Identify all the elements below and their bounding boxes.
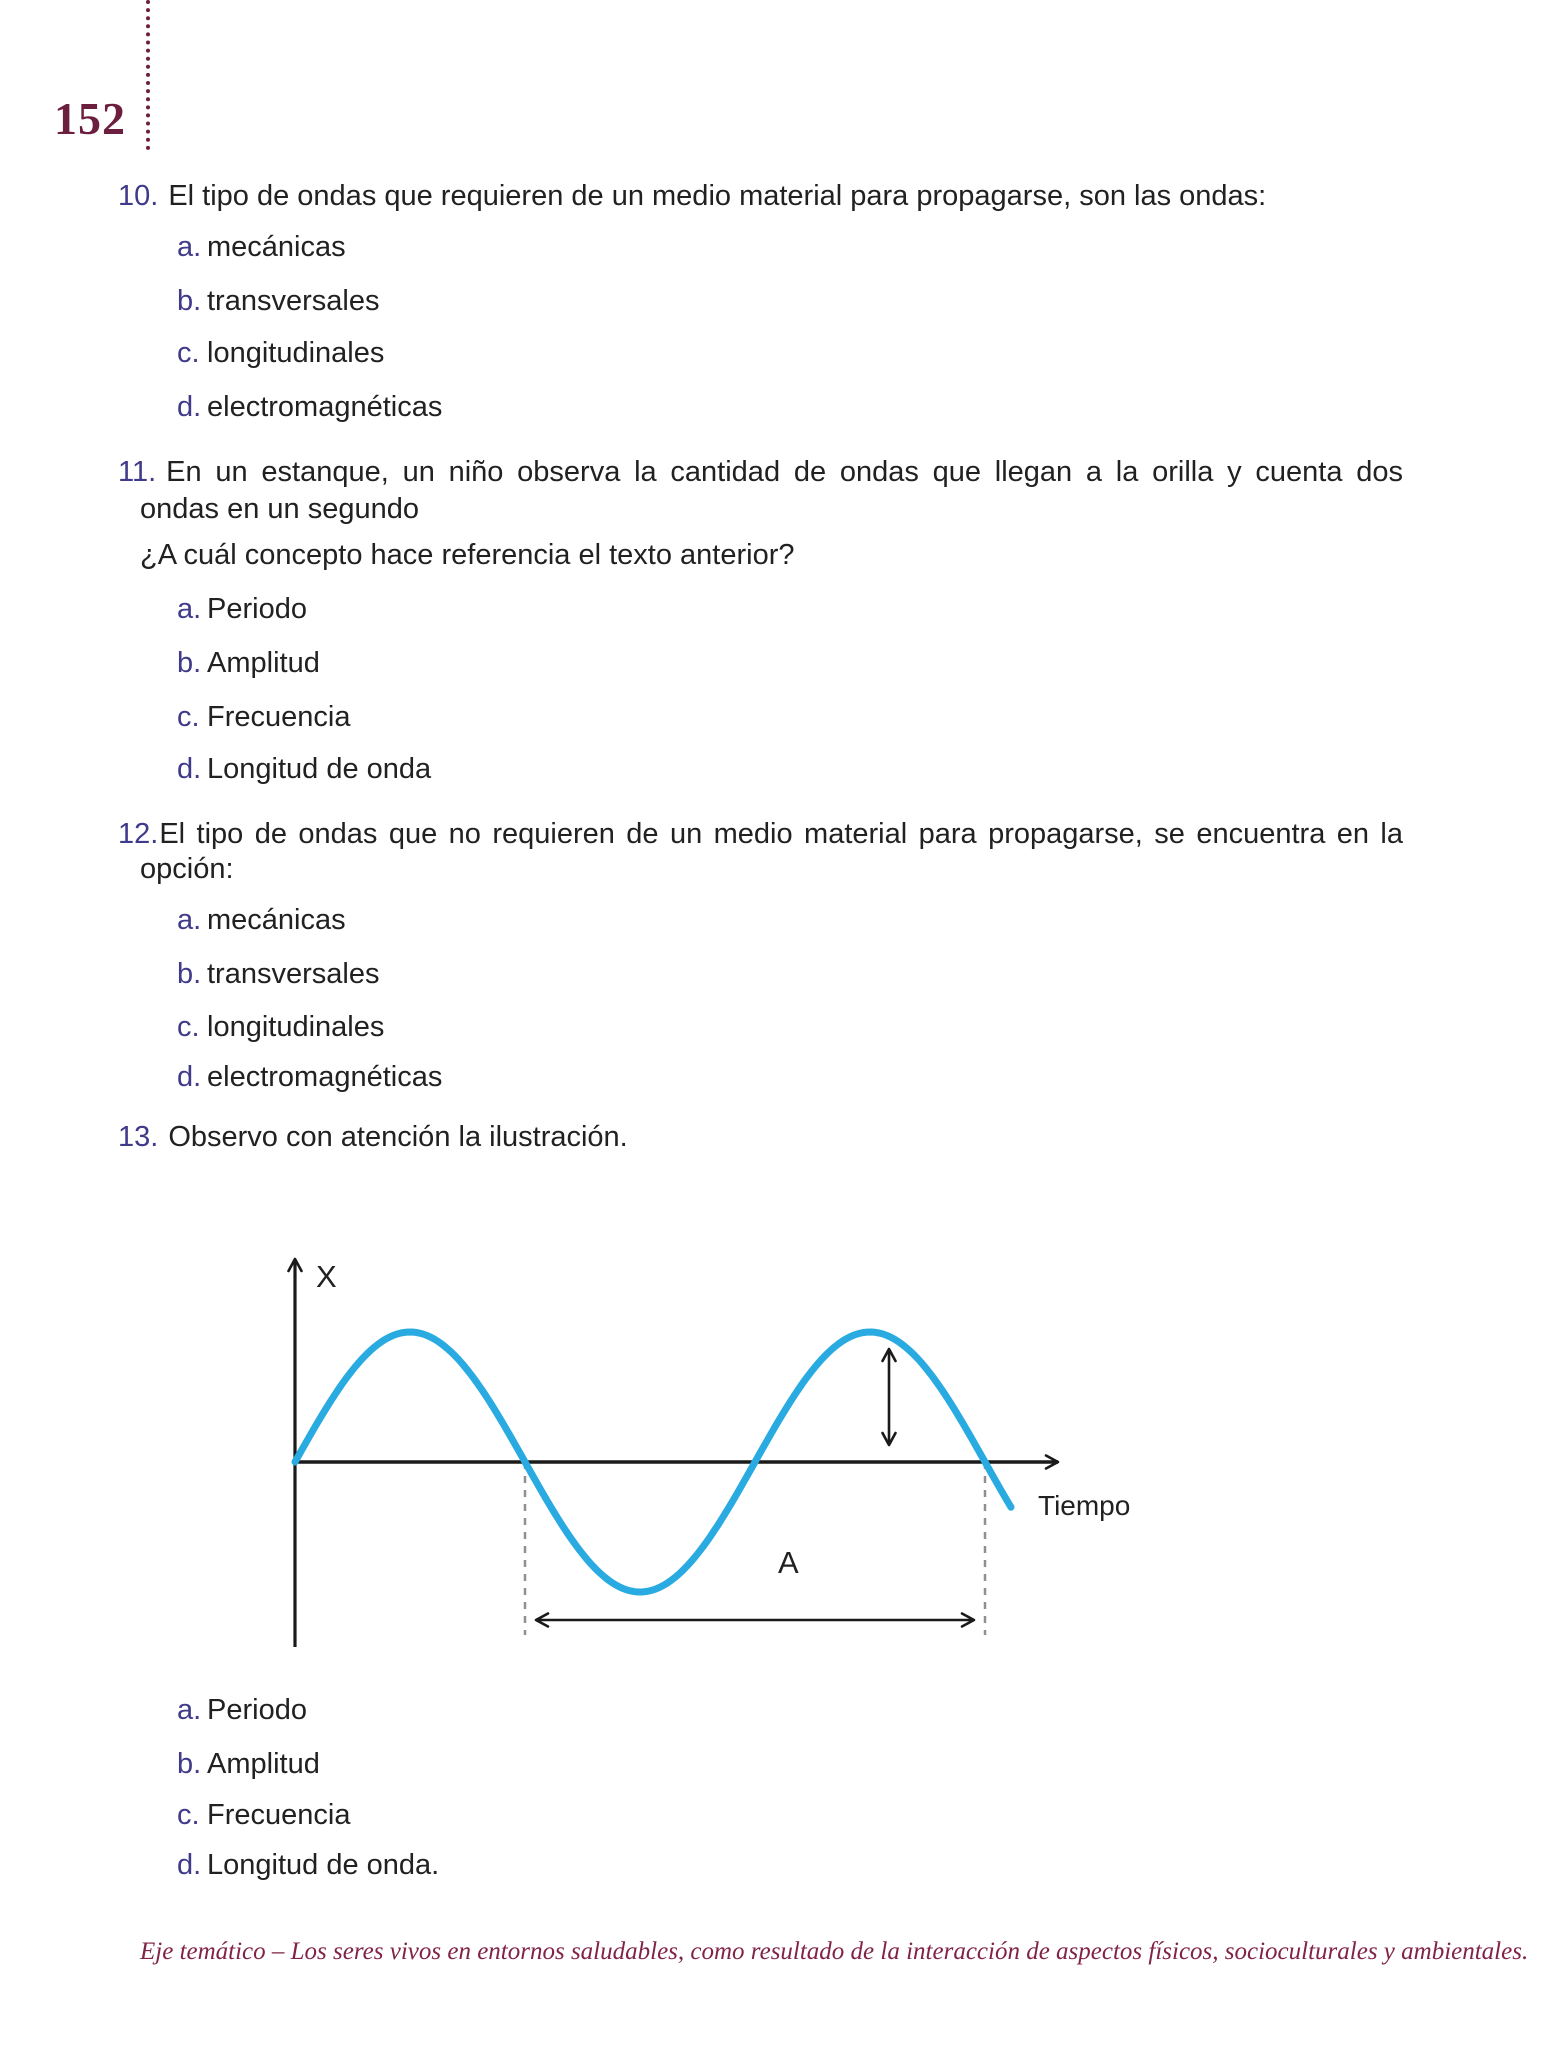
option-letter: a. xyxy=(177,1694,202,1726)
option-letter: c. xyxy=(177,337,200,369)
option-letter: a. xyxy=(177,593,202,625)
option-q13-d xyxy=(177,1848,439,1882)
margin-dotted-divider xyxy=(146,0,150,150)
option-text: electromagnéticas xyxy=(207,391,443,423)
option-text: Frecuencia xyxy=(207,701,351,733)
option-text: Longitud de onda xyxy=(207,753,432,785)
page-number: 152 xyxy=(54,93,126,144)
option-text: Amplitud xyxy=(207,1748,320,1780)
question-13-number: 13. xyxy=(118,1121,159,1153)
option-q10-c xyxy=(177,336,384,370)
x-axis-label: Tiempo xyxy=(1038,1490,1131,1521)
option-text: Periodo xyxy=(207,1694,307,1726)
question-10-text: El tipo de ondas que requieren de un medio material para propagarse, son las ondas: xyxy=(168,180,1267,212)
option-q10-b xyxy=(177,284,379,318)
question-11 xyxy=(118,455,1403,489)
option-letter: d. xyxy=(177,1061,202,1093)
option-text: longitudinales xyxy=(207,337,385,369)
question-11-number: 11. xyxy=(118,456,157,488)
option-text: electromagnéticas xyxy=(207,1061,443,1093)
option-q12-d xyxy=(177,1060,442,1094)
option-letter: b. xyxy=(177,1748,202,1780)
option-q12-c xyxy=(177,1010,384,1044)
option-text: Amplitud xyxy=(207,647,320,679)
option-text: Longitud de onda. xyxy=(207,1849,440,1881)
wave-span-label: A xyxy=(778,1545,799,1580)
option-letter: a. xyxy=(177,904,202,936)
option-q12-a xyxy=(177,903,346,937)
question-13-text: Observo con atención la ilustración. xyxy=(168,1121,628,1153)
y-axis-label: X xyxy=(316,1259,337,1294)
option-letter: b. xyxy=(177,285,202,317)
option-letter: d. xyxy=(177,753,202,785)
option-q13-a xyxy=(177,1693,307,1727)
option-q11-a xyxy=(177,592,307,626)
option-letter: d. xyxy=(177,1849,202,1881)
option-letter: c. xyxy=(177,1011,200,1043)
option-text: mecánicas xyxy=(207,231,346,263)
question-12-number: 12. xyxy=(118,818,159,850)
question-12 xyxy=(118,817,1403,851)
option-letter: c. xyxy=(177,701,200,733)
option-text: longitudinales xyxy=(207,1011,385,1043)
question-10-number: 10. xyxy=(118,180,159,212)
wave-diagram xyxy=(230,1235,1160,1665)
option-text: transversales xyxy=(207,285,380,317)
option-letter: c. xyxy=(177,1799,200,1831)
option-q13-c xyxy=(177,1798,350,1832)
option-text: transversales xyxy=(207,958,380,990)
option-letter: d. xyxy=(177,391,202,423)
question-12-text-line2: opción: xyxy=(140,853,234,885)
footer-theme-text: Eje temático – Los seres vivos en entornos saludables, como resultado de la interacción de aspectos físicos, socioculturales y ambientales. xyxy=(140,1938,1529,1965)
option-letter: a. xyxy=(177,231,202,263)
question-10 xyxy=(118,179,1266,213)
question-11-text-line2: ondas en un segundo xyxy=(140,493,419,525)
option-q11-d xyxy=(177,752,431,786)
option-q10-d xyxy=(177,390,442,424)
option-text: Periodo xyxy=(207,593,307,625)
option-text: Frecuencia xyxy=(207,1799,351,1831)
question-11-subquestion: ¿A cuál concepto hace referencia el texto anterior? xyxy=(140,539,795,571)
option-q13-b xyxy=(177,1747,320,1781)
option-letter: b. xyxy=(177,958,202,990)
option-q11-b xyxy=(177,646,320,680)
option-q10-a xyxy=(177,230,346,264)
option-letter: b. xyxy=(177,647,202,679)
option-q12-b xyxy=(177,957,379,991)
question-12-text-line1: El tipo de ondas que no requieren de un medio material para propagarse, se encuentra en la xyxy=(159,818,1403,850)
question-13 xyxy=(118,1120,628,1154)
option-q11-c xyxy=(177,700,350,734)
question-11-text-line1: En un estanque, un niño observa la cantidad de ondas que llegan a la orilla y cuenta dos xyxy=(166,456,1403,488)
option-text: mecánicas xyxy=(207,904,346,936)
